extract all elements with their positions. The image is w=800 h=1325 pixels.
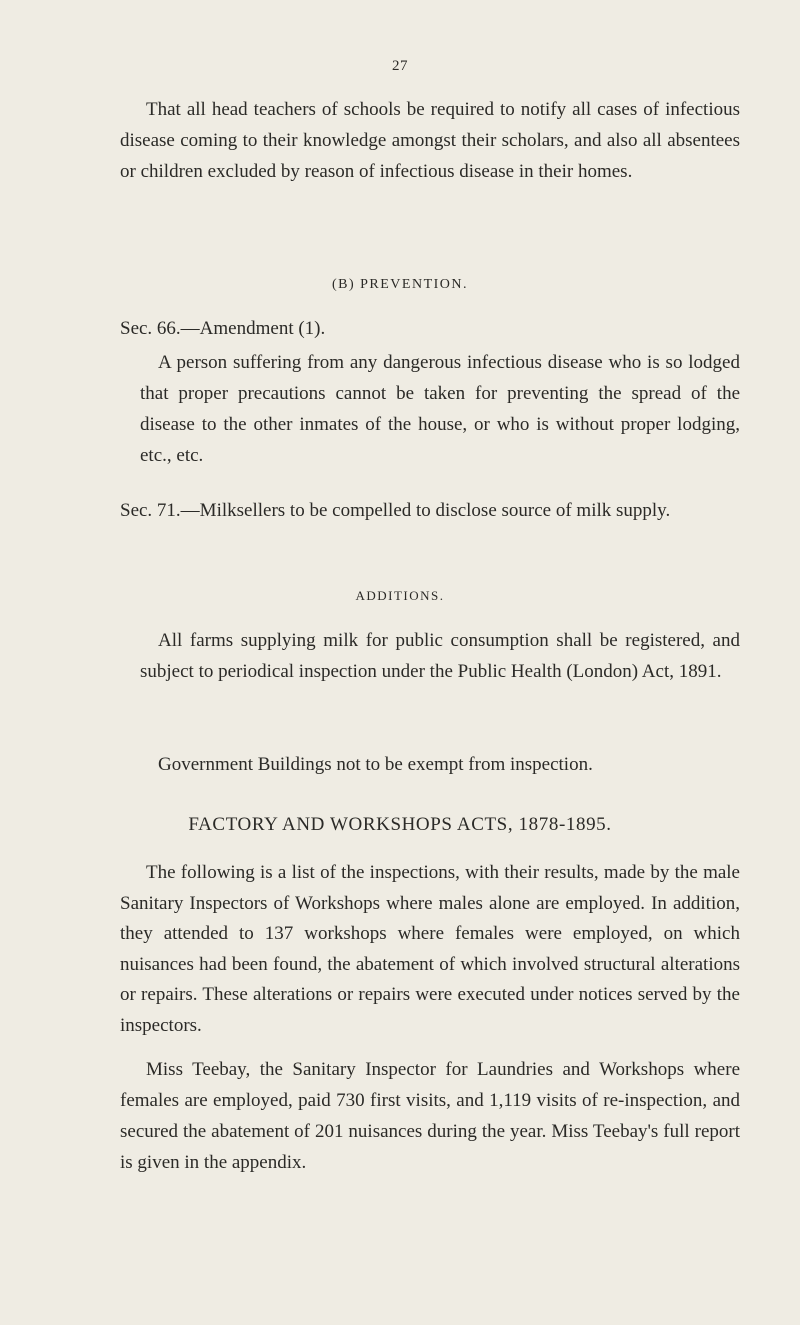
page-number: 27 [392,58,408,74]
sec66-body: A person suffering from any dangerous infectious disease who is so lodged that proper precautions cannot be taken for preventing the spread of the disease to the other inmates of the house, or who is without proper lodging, etc., etc. [140,352,740,466]
additions-paragraph-1: All farms supplying milk for public consumption shall be registered, and subject to periodical inspection under the Public Health (London) Act, 1891. [140,630,740,682]
factory-acts-heading: FACTORY AND WORKSHOPS ACTS, 1878-1895. [188,814,612,835]
prevention-heading: (B) PREVENTION. [331,277,469,292]
intro-paragraph: That all head teachers of schools be required to notify all cases of infectious disease coming to their knowledge amongst their scholars, and also all absentees or children excluded by reason of infectious disease in their homes. [120,99,740,182]
factory-paragraph-2: Miss Teebay, the Sanitary Inspector for Laundries and Workshops where females are employed, paid 730 first visits, and 1,119 visits of re-inspection, and secured the abatement of 201 nuisances during the year. Miss Teebay's full report is given in the appendix. [120,1059,740,1173]
factory-paragraph-1: The following is a list of the inspections, with their results, made by the male Sanitary Inspectors of Workshops where males alone are employed. In addition, they attended to 137 workshops where females were employed, on which nuisances had been found, the abatement of which involved structural alterations or repairs. These alterations or repairs were executed under notices served by the inspectors. [120,862,740,1036]
sec71-paragraph: Sec. 71.—Milksellers to be compelled to disclose source of milk supply. [120,500,671,521]
additions-heading: ADDITIONS. [355,588,445,603]
sec66-title: Sec. 66.—Amendment (1). [120,318,326,339]
additions-paragraph-2: Government Buildings not to be exempt from inspection. [158,754,593,775]
